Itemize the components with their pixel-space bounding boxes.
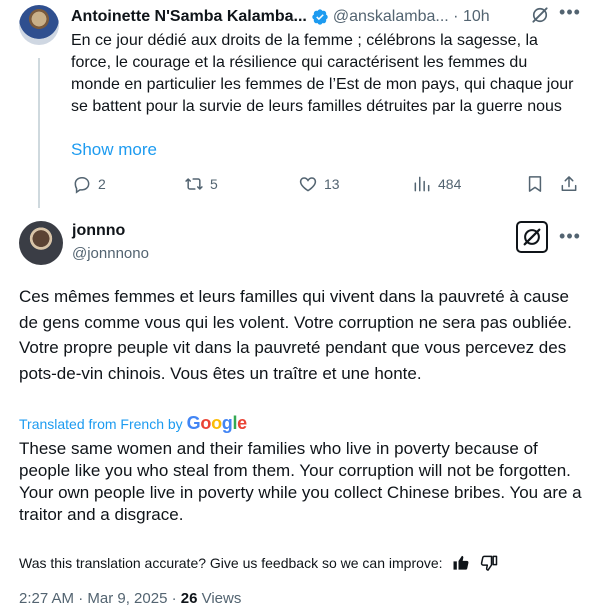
parent-tweet-header (71, 6, 581, 28)
repost-icon (184, 174, 204, 194)
bookmark-icon[interactable] (525, 174, 545, 194)
google-logo: Google (186, 413, 247, 433)
author-name[interactable]: jonnno (72, 222, 126, 239)
author-name[interactable]: Antoinette N'Samba Kalamba... (71, 8, 307, 25)
like-button[interactable] (298, 174, 340, 194)
thumbs-up-icon[interactable] (451, 553, 471, 573)
views-label: Views (201, 590, 242, 607)
translation-text: These same women and their families who live in poverty because of people like you who steal from them. Your corruption will not be forgotten. Your own people live in poverty while you collect Chinese bribes. You are a traitor and a disgrace. (19, 439, 582, 524)
grok-icon (521, 226, 543, 248)
heart-icon (298, 174, 318, 194)
author-handle[interactable]: @jonnnono (72, 245, 149, 262)
parent-tweet[interactable] (0, 0, 598, 210)
author-handle[interactable]: @anskalamba... (332, 8, 449, 25)
reply-icon (72, 174, 92, 194)
reply-button[interactable] (72, 174, 106, 194)
verified-badge-icon (311, 8, 329, 26)
tweet-time[interactable]: 10h (462, 8, 490, 25)
like-count: 13 (324, 176, 340, 192)
more-options-icon[interactable]: ••• (559, 2, 581, 22)
grok-icon[interactable] (530, 5, 550, 25)
reply-count: 2 (98, 176, 106, 192)
repost-button[interactable] (184, 174, 218, 194)
tweet-timestamp[interactable]: 2:27 AM · Mar 9, 2025 · (19, 590, 177, 607)
tweet-time-separator: · (448, 8, 463, 25)
feedback-prompt: Was this translation accurate? Give us feedback so we can improve: (19, 555, 443, 571)
avatar[interactable] (19, 221, 63, 265)
translated-from-label: Translated from French by (19, 415, 183, 432)
translation-attribution[interactable] (19, 413, 247, 434)
view-count: 484 (438, 176, 462, 192)
tweet-actions-bar (72, 174, 584, 196)
avatar[interactable] (19, 5, 59, 45)
views-count: 26 (180, 590, 198, 607)
tweet-meta (19, 590, 241, 607)
grok-button[interactable] (516, 221, 548, 253)
show-more-link[interactable]: Show more (71, 140, 157, 159)
share-icon[interactable] (559, 174, 579, 194)
views-button[interactable] (412, 174, 461, 194)
more-options-icon[interactable]: ••• (559, 226, 581, 246)
repost-count: 5 (210, 176, 218, 192)
thumbs-down-icon[interactable] (479, 553, 499, 573)
parent-tweet-text: En ce jour dédié aux droits de la femme ; célébrons la sagesse, la force, le courage et la résilience qui caractérisent les femmes du monde en particulier les femmes de l’Est de mon pays, qui chaque jour se battent pour la survie de leurs familles détruites par la guerre nous (71, 32, 574, 115)
analytics-icon (412, 174, 432, 194)
translation-feedback (19, 553, 579, 573)
reply-tweet-text: Ces mêmes femmes et leurs familles qui vivent dans la pauvreté à cause de gens comme vous qui les volent. Votre corruption ne sera pas oubliée. Votre propre peuple vit dans la pauvreté pendant que vous percevez des pots-de-vin chinois. Vous êtes un traître et une honte. (19, 287, 572, 383)
